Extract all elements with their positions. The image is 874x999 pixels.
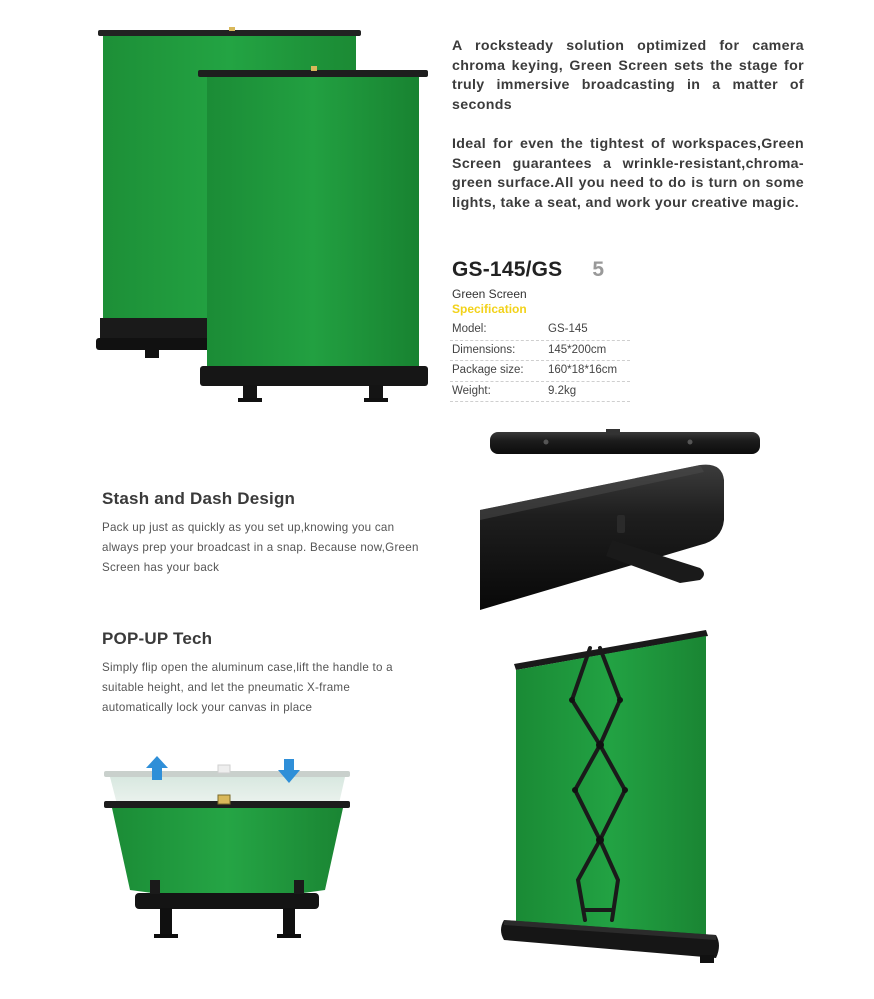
spec-key: Dimensions:: [452, 343, 516, 356]
model-title-main: GS-145/GS: [452, 258, 563, 281]
model-title-faded: 5: [592, 258, 605, 281]
spec-key: Package size:: [452, 364, 524, 376]
spec-value: 160*18*16cm: [548, 364, 618, 376]
spec-value: 9.2kg: [548, 384, 577, 397]
spec-key: Model:: [452, 323, 487, 335]
stash-dash-title: Stash and Dash Design: [102, 489, 296, 508]
spec-label: Specification: [452, 302, 527, 316]
popup-tech-text: Simply flip open the aluminum case,lift the handle to a suitable height, and let the pneumatic X-frame automatically lock your canvas in place: [102, 661, 393, 714]
spec-value: GS-145: [548, 323, 588, 335]
stash-dash-text: Pack up just as quickly as you set up,knowing you can always prep your broadcast in a snap. Because now,Green Screen has your back: [102, 521, 419, 574]
spec-key: Weight:: [452, 384, 491, 397]
intro-paragraph-1: A rocksteady solution optimized for camera chroma keying, Green Screen sets the stage for truly immersive broadcasting in a matter of seconds: [452, 38, 804, 113]
intro-paragraph-2: Ideal for even the tightest of workspaces,Green Screen guarantees a wrinkle-resistant,chroma-green surface.All you need to do is turn on some lights, take a seat, and work your creative magic.: [452, 136, 804, 211]
popup-tech-title: POP-UP Tech: [102, 629, 213, 648]
spec-subtitle: Green Screen: [452, 287, 527, 301]
spec-value: 145*200cm: [548, 343, 607, 356]
